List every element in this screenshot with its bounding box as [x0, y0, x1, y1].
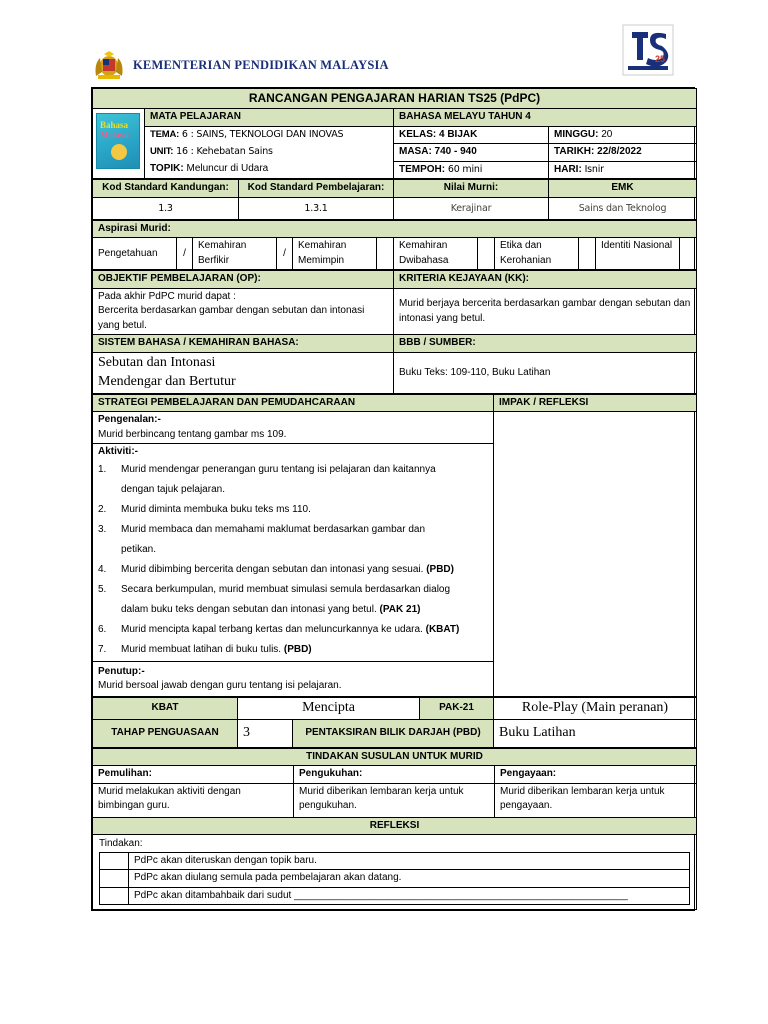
aktiviti-label: Aktiviti:-	[98, 446, 138, 458]
tindakan-option: PdPc akan ditambahbaik dari sudut ____________________________________________________________	[129, 887, 690, 905]
tindakan-option: PdPc akan diteruskan dengan topik baru.	[129, 852, 690, 870]
pengukuhan-text: Murid diberikan lembaran kerja untuk pengukuhan.	[294, 783, 495, 817]
ksk-value: 1.3	[93, 197, 239, 219]
pbd-value: Buku Latihan	[494, 719, 697, 747]
activity-item: 2. Murid diminta membuka buku teks ms 110.	[98, 503, 311, 515]
tahap-penguasaan-value: 3	[238, 719, 293, 747]
tindakan-checkbox[interactable]	[100, 852, 129, 870]
aktiviti-section	[93, 444, 494, 662]
bbb-text: Buku Teks: 109-110, Buku Latihan	[394, 352, 697, 393]
emk-value: Sains dan Teknolog	[549, 197, 697, 219]
activity-item: 6. Murid mencipta kapal terbang kertas dan meluncurkannya ke udara. (KBAT)	[98, 623, 460, 635]
sistem-bahasa-text: Sebutan dan Intonasi Mendengar dan Bertutur	[93, 352, 394, 393]
pengayaan-label: Pengayaan:	[495, 766, 697, 784]
strategi-label: STRATEGI PEMBELAJARAN DAN PEMUDAHCARAAN	[93, 394, 494, 412]
op-text: Pada akhir PdPC murid dapat : Bercerita berdasarkan gambar dengan sebutan dan intonasi yang betul.	[93, 288, 394, 335]
impak-label: IMPAK / REFLEKSI	[494, 394, 697, 412]
aspirasi-item: Kemahiran Dwibahasa	[394, 238, 478, 270]
tindakan-option: PdPc akan diulang semula pada pembelajaran akan datang.	[129, 870, 690, 888]
emk-label: EMK	[549, 180, 697, 198]
kk-label: KRITERIA KEJAYAAN (KK):	[394, 271, 697, 289]
aspirasi-checkbox[interactable]	[377, 238, 394, 270]
tarikh-field: TARIKH: 22/8/2022	[549, 144, 697, 162]
book-cover-cell	[93, 109, 145, 179]
ts25-logo-icon	[622, 24, 674, 76]
activity-item: 4. Murid dibimbing bercerita dengan sebutan dan intonasi yang sesuai. (PBD)	[98, 563, 454, 575]
refleksi-section	[93, 835, 697, 910]
tahap-penguasaan-label: TAHAP PENGUASAAN	[93, 719, 238, 747]
penutup-text: Murid bersoal jawab dengan guru tentang isi pelajaran.	[98, 680, 342, 692]
pbd-label: PENTAKSIRAN BILIK DARJAH (PBD)	[293, 719, 494, 747]
rph-sheet	[91, 87, 695, 911]
mata-pelajaran-label: MATA PELAJARAN	[145, 109, 394, 127]
op-label: OBJEKTIF PEMBELAJARAN (OP):	[93, 271, 394, 289]
tindakan-label: Tindakan:	[99, 838, 143, 850]
ksp-label: Kod Standard Pembelajaran:	[239, 180, 394, 198]
pengenalan-section	[93, 412, 494, 444]
activity-item: 5. Secara berkumpulan, murid membuat simulasi semula berdasarkan dialog dalam buku teks dengan sebutan dan intonasi yang betul. (PAK 21)	[98, 583, 451, 615]
activity-item: 3. Murid membaca dan memahami maklumat berdasarkan gambar dan petikan.	[98, 523, 426, 555]
impak-refleksi-area[interactable]	[494, 412, 697, 697]
nilai-value: Kerajinar	[394, 197, 549, 219]
bbb-label: BBB / SUMBER:	[394, 335, 697, 353]
kk-text: Murid berjaya bercerita berdasarkan gambar dengan sebutan dan intonasi yang betul.	[394, 288, 697, 335]
aspirasi-checkbox[interactable]	[478, 238, 495, 270]
aspirasi-item: Etika dan Kerohanian	[495, 238, 579, 270]
ksk-label: Kod Standard Kandungan:	[93, 180, 239, 198]
nilai-label: Nilai Murni:	[394, 180, 549, 198]
kbat-value: Mencipta	[238, 697, 420, 719]
unit-field: UNIT: 16 : Kehebatan Sains	[145, 144, 394, 162]
pak21-value: Role-Play (Main peranan)	[494, 697, 697, 719]
masa-field: MASA: 740 - 940	[394, 144, 549, 162]
susulan-label: TINDAKAN SUSULAN UNTUK MURID	[93, 748, 697, 766]
aspirasi-checkbox[interactable]	[579, 238, 596, 270]
objektif-table	[92, 270, 697, 393]
aspirasi-item: Kemahiran Berfikir	[193, 238, 277, 270]
activity-item: 1. Murid mendengar penerangan guru tentang isi pelajaran dan kaitannya dengan tajuk pelajaran.	[98, 463, 436, 495]
aspirasi-checkbox[interactable]	[680, 238, 697, 270]
hari-field: HARI: Isnir	[549, 161, 697, 179]
refleksi-label: REFLEKSI	[93, 817, 697, 835]
pemulihan-text: Murid melakukan aktiviti dengan bimbingan guru.	[93, 783, 294, 817]
aspirasi-item: Kemahiran Memimpin	[293, 238, 377, 270]
ksp-value: 1.3.1	[239, 197, 394, 219]
malaysia-coat-of-arms-icon	[92, 50, 126, 80]
strategi-table	[92, 394, 697, 697]
tindakan-options	[99, 852, 690, 906]
tema-field: TEMA: 6 : SAINS, TEKNOLOGI DAN INOVAS	[145, 126, 394, 144]
aspirasi-item: Pengetahuan	[93, 238, 177, 270]
standards-table	[92, 179, 697, 220]
minggu-field: MINGGU: 20	[549, 126, 697, 144]
tindakan-checkbox[interactable]	[100, 887, 129, 905]
kbat-table	[92, 697, 697, 748]
textbook-cover-image: Bahasa Melayu	[96, 113, 140, 169]
page-title: RANCANGAN PENGAJARAN HARIAN TS25 (PdPC)	[93, 89, 697, 109]
subject-name: BAHASA MELAYU TAHUN 4	[394, 109, 697, 127]
rph-table-top	[92, 88, 697, 179]
pengayaan-text: Murid diberikan lembaran kerja untuk pengayaan.	[495, 783, 697, 817]
aspirasi-label: Aspirasi Murid:	[93, 220, 697, 238]
penutup-section	[93, 661, 494, 696]
pemulihan-label: Pemulihan:	[93, 766, 294, 784]
penutup-label: Penutup:-	[98, 665, 145, 677]
pengukuhan-label: Pengukuhan:	[294, 766, 495, 784]
aspirasi-checkbox[interactable]: /	[277, 238, 293, 270]
activity-item: 7. Murid membuat latihan di buku tulis. (PBD)	[98, 643, 312, 655]
activity-list	[98, 460, 488, 660]
pengenalan-label: Pengenalan:-	[98, 414, 161, 426]
aspirasi-checkbox[interactable]: /	[177, 238, 193, 270]
ts25-number: 25	[655, 54, 666, 64]
tindakan-checkbox[interactable]	[100, 870, 129, 888]
susulan-table	[92, 748, 697, 911]
aspirasi-item: Identiti Nasional	[596, 238, 680, 270]
sistem-bahasa-label: SISTEM BAHASA / KEMAHIRAN BAHASA:	[93, 335, 394, 353]
topik-field: TOPIK: Meluncur di Udara	[145, 161, 394, 179]
aspirasi-table	[92, 220, 697, 271]
pak21-label: PAK-21	[420, 697, 494, 719]
kelas-field: KELAS: 4 BIJAK	[394, 126, 549, 144]
kbat-label: KBAT	[93, 697, 238, 719]
pengenalan-text: Murid berbincang tentang gambar ms 109.	[98, 428, 287, 440]
ministry-name: KEMENTERIAN PENDIDIKAN MALAYSIA	[133, 58, 389, 72]
tempoh-field: TEMPOH: 60 mini	[394, 161, 549, 179]
